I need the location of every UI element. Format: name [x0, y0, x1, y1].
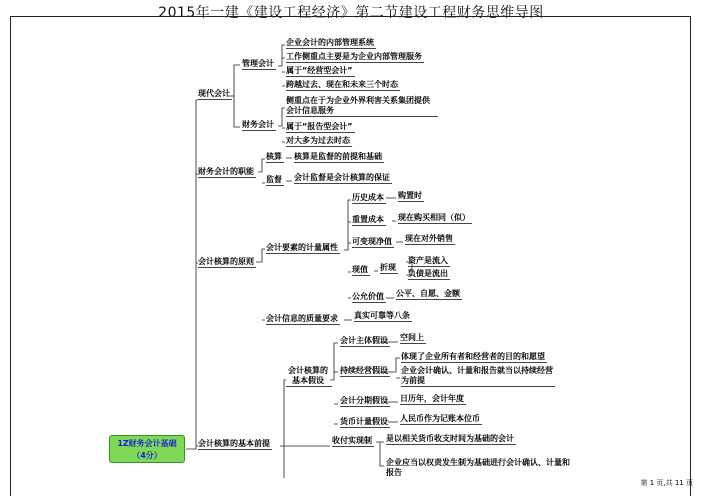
- node-measurement: 会计要素的计量属性: [266, 243, 338, 252]
- node-currency-assumption: 货币计量假设: [340, 417, 388, 426]
- node-leaf: 购置时: [398, 191, 422, 200]
- node-fair-value: 公允价值: [352, 292, 384, 301]
- node-leaf: 资产是流入: [408, 256, 448, 265]
- node-leaf: 侧重点在于为企业外界利害关系集团提供会计信息服务: [286, 96, 438, 117]
- node-leaf: 公平、自愿、金额: [396, 289, 460, 298]
- node-functions: 财务会计的职能: [198, 167, 254, 176]
- root-score: （4分）: [132, 451, 162, 460]
- node-quality: 会计信息的质量要求: [266, 314, 338, 323]
- node-period-assumption: 会计分期假设: [340, 396, 388, 405]
- node-management-accounting: 管理会计: [242, 59, 274, 68]
- node-leaf: 会计监督是会计核算的保证: [294, 173, 390, 182]
- node-leaf: 属于“经营型会计”: [286, 66, 353, 75]
- node-supervision: 监督: [266, 175, 282, 184]
- node-leaf: 现在购买相同（似）: [398, 213, 470, 222]
- node-basic-assumptions: 会计核算的基本假设: [286, 366, 332, 387]
- node-leaf: 日历年，会计年度: [400, 394, 464, 403]
- node-net-realizable: 可变现净值: [352, 237, 392, 246]
- node-basic-premise: 会计核算的基本前提: [198, 439, 270, 448]
- node-leaf: 人民币作为记账本位币: [400, 414, 480, 423]
- page-title: 2015年一建《建设工程经济》第二节建设工程财务思维导图: [158, 5, 544, 21]
- node-principles: 会计核算的原则: [198, 257, 254, 266]
- node-leaf: 空间上: [400, 333, 424, 342]
- node-replacement-cost: 重置成本: [352, 215, 384, 224]
- node-leaf: 体现了企业所有者和经营者的目的和愿望: [401, 352, 545, 361]
- node-modern-accounting: 现代会计: [198, 89, 230, 98]
- root-label: 1Z财务会计基础: [117, 439, 177, 448]
- node-historical-cost: 历史成本: [352, 193, 384, 202]
- node-entity-assumption: 会计主体假设: [340, 336, 388, 345]
- node-leaf: 企业应当以权责发生制为基础进行会计确认、计量和报告: [386, 458, 570, 477]
- node-leaf: 对大多为过去时态: [286, 136, 350, 145]
- node-cash-basis: 收付实现制: [332, 436, 372, 445]
- root-node: [109, 435, 185, 463]
- node-leaf: 企业会计的内部管理系统: [286, 38, 374, 47]
- node-leaf: 是以相关货币收支时间为基础的会计: [386, 434, 514, 443]
- node-accounting: 核算: [266, 152, 282, 161]
- node-leaf: 跨越过去、现在和未来三个时态: [286, 80, 398, 89]
- node-financial-accounting: 财务会计: [242, 120, 274, 129]
- node-present-value: 现值: [352, 265, 368, 274]
- page-number: 第 1 页,共 11 页: [640, 479, 693, 487]
- node-leaf: 现在对外销售: [405, 234, 453, 243]
- node-leaf: 属于“报告型会计”: [286, 122, 353, 131]
- node-going-concern: 持续经营假设: [340, 366, 388, 375]
- node-leaf: 核算是监督的前提和基础: [294, 152, 382, 161]
- node-leaf: 真实可靠等八条: [354, 311, 410, 320]
- node-leaf: 工作侧重点主要是为企业内部管理服务: [286, 52, 422, 61]
- node-discount: 折现: [380, 263, 396, 272]
- node-leaf: 企业会计确认、计量和报告就当以持续经营为前提: [401, 366, 553, 385]
- node-leaf: 负债是流出: [408, 269, 448, 278]
